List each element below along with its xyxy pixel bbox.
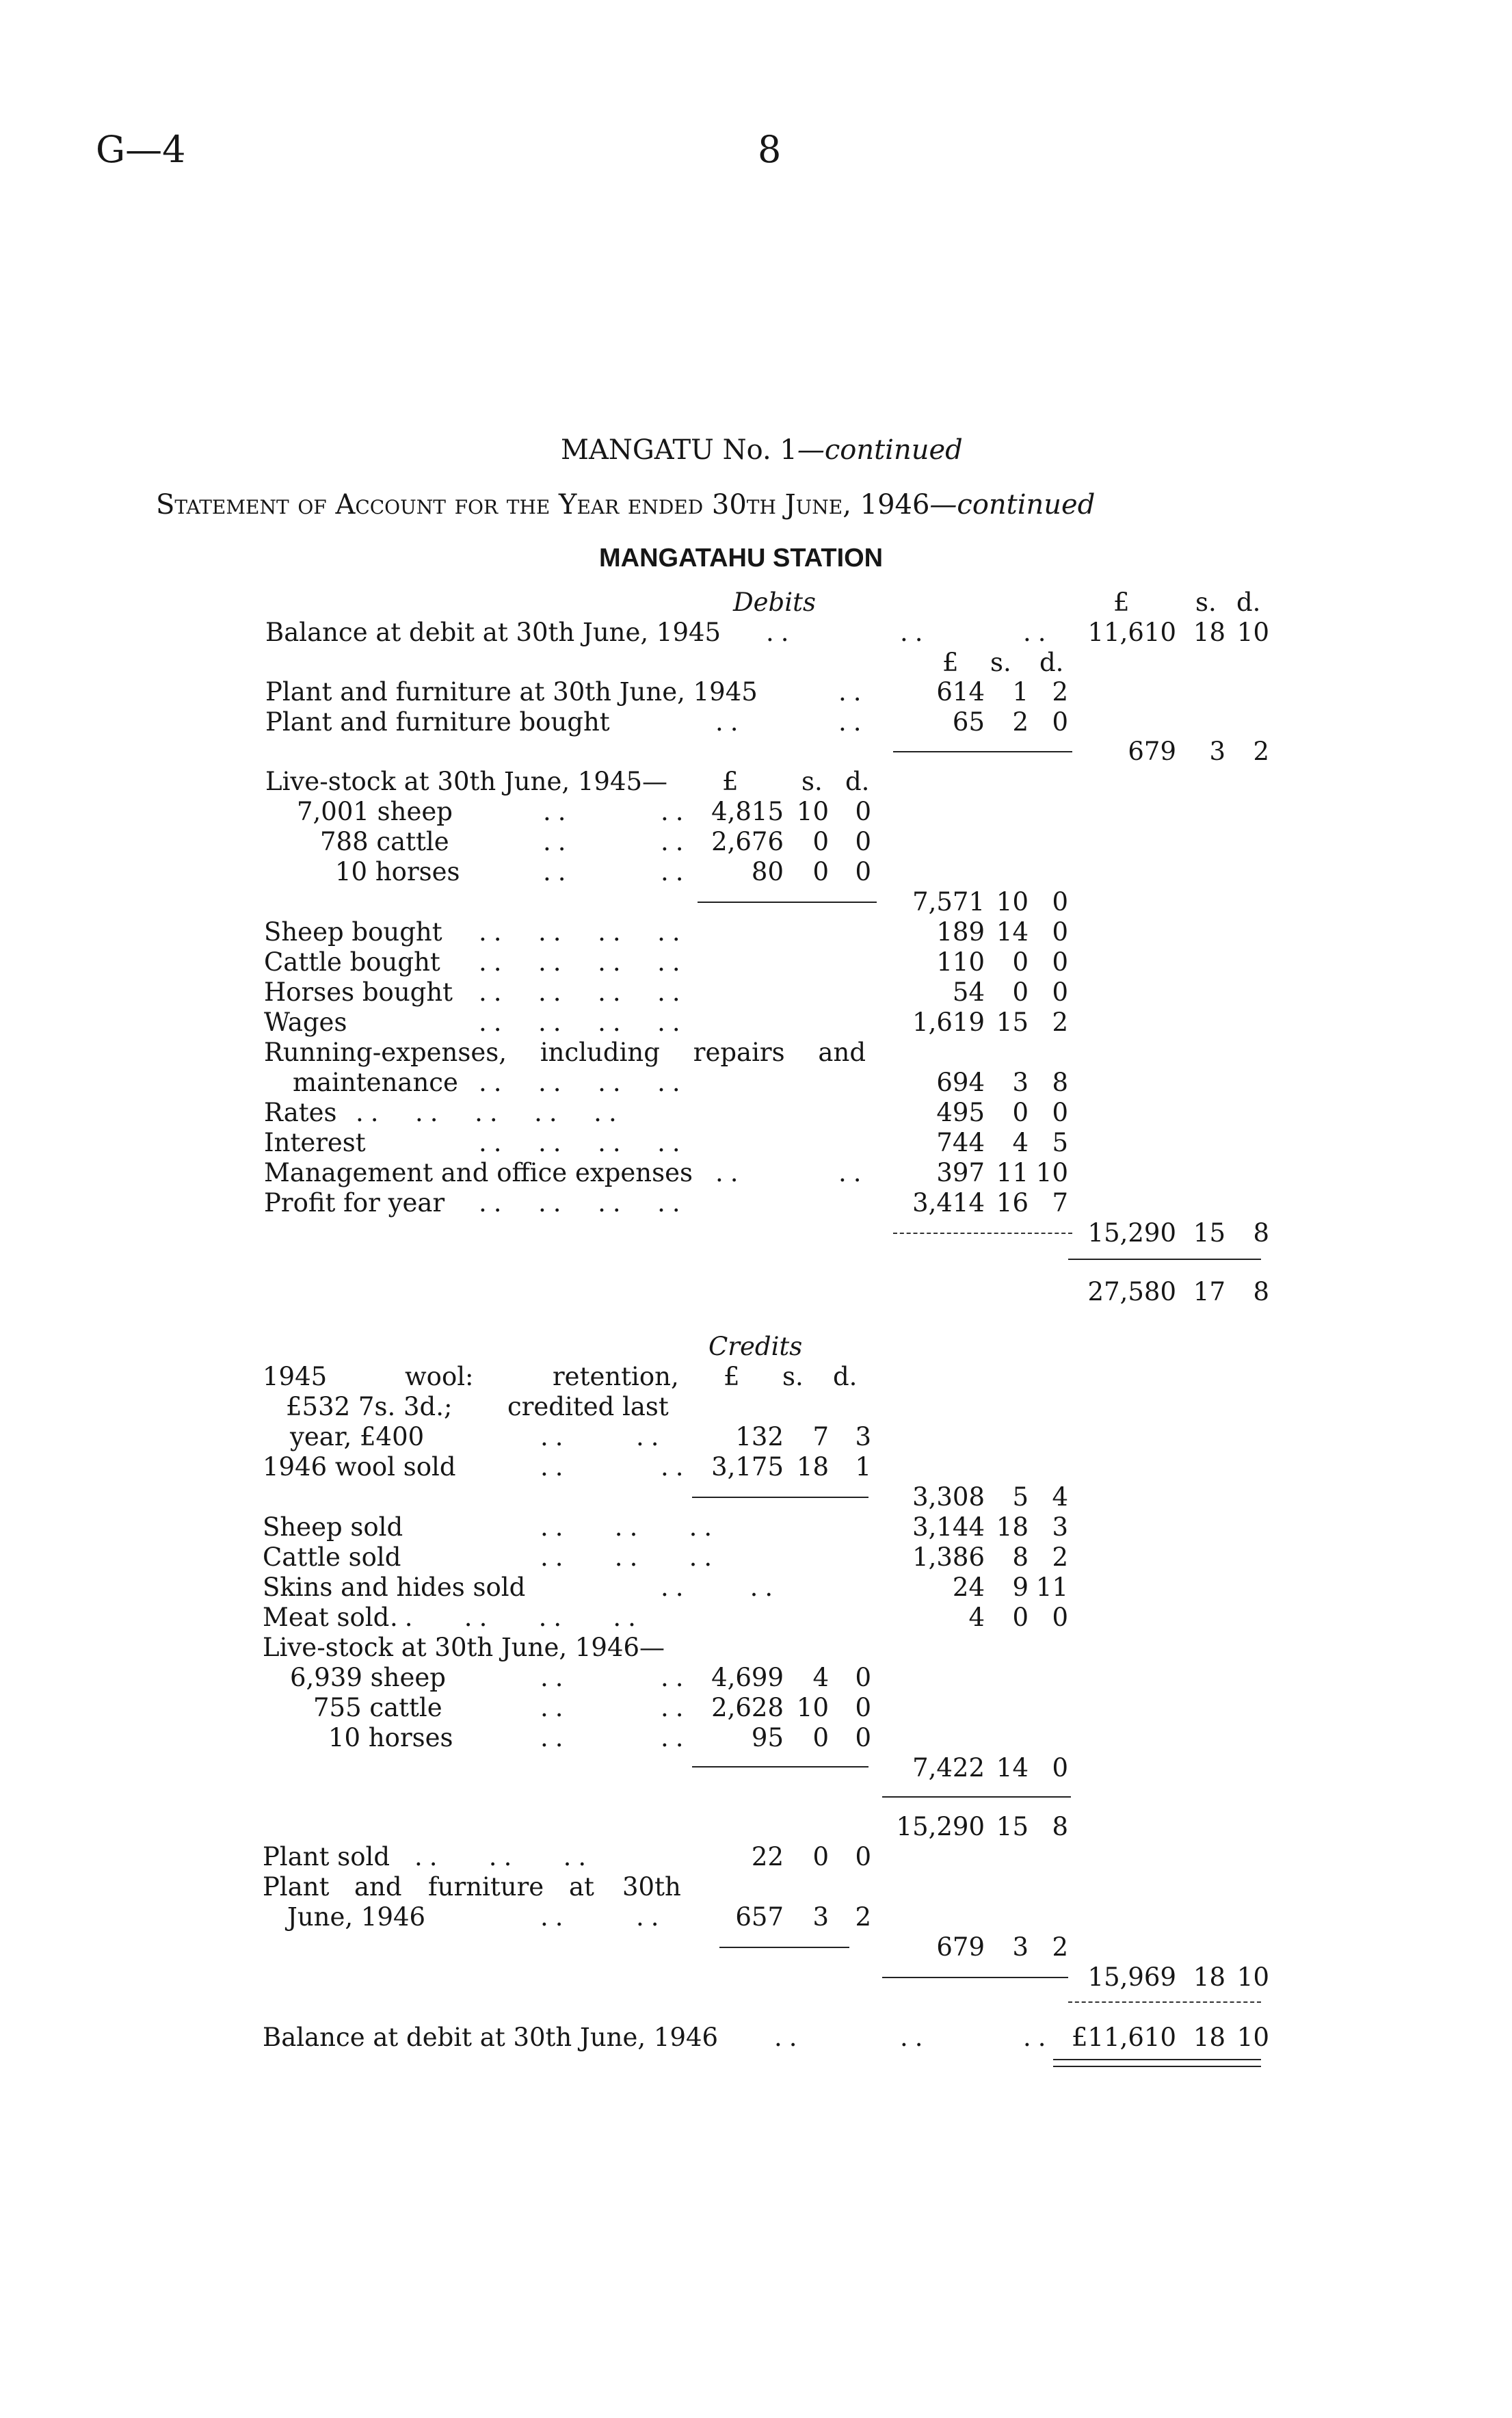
rule: [1068, 1259, 1261, 1260]
leader-dots: ..: [543, 797, 573, 826]
plant-1946-line1b: and: [354, 1872, 402, 1902]
balance-1945-pounds: 11,610: [1087, 618, 1176, 647]
debits-heading: Debits: [733, 588, 816, 617]
plant-1946-shillings: 3: [812, 1902, 829, 1932]
balance-1945-label: Balance at debit at 30th June, 1945: [265, 618, 721, 647]
plant-bought-shillings: 2: [1012, 707, 1029, 737]
balance-1946-label: Balance at debit at 30th June, 1946: [263, 2023, 719, 2052]
plant-1946-line1d: at: [569, 1872, 594, 1902]
plant-bought-label: Plant and furniture bought: [265, 707, 610, 737]
leader-dots: ..: [838, 1158, 868, 1187]
wool-retention-pounds: 132: [735, 1422, 784, 1451]
wages-label: Wages: [264, 1008, 347, 1037]
running-expenses-shillings: 3: [1012, 1068, 1029, 1097]
credits-grand-total-shillings: 18: [1193, 1962, 1225, 1992]
livestock-1946-label: Live-stock at 30th June, 1946—: [263, 1633, 665, 1662]
plant-total-shillings: 3: [1209, 737, 1225, 766]
balance-1945-shillings: 18: [1193, 618, 1225, 647]
livestock-1945-horses-shillings: 0: [812, 857, 829, 886]
livestock-1945-sheep-label: 7,001 sheep: [297, 797, 453, 826]
document-code: G—4: [96, 128, 186, 171]
livestock-pence-header: d.: [845, 767, 870, 796]
credits-subtotal-pounds: 15,290: [896, 1812, 985, 1841]
livestock-1946-horses-pounds: 95: [751, 1723, 784, 1752]
leader-dots: ..: [661, 857, 691, 886]
page-number: 8: [758, 128, 782, 171]
rates-shillings: 0: [1012, 1098, 1029, 1127]
credits-plant-total-pence: 2: [1052, 1932, 1068, 1962]
livestock-1946-total-pounds: 7,422: [912, 1753, 985, 1783]
leader-dots: .. .. .. ..: [479, 917, 687, 947]
leader-dots: ..: [636, 1422, 666, 1451]
debits-total-shillings: 17: [1193, 1277, 1225, 1306]
wool-retention-pence: 3: [855, 1422, 871, 1451]
management-shillings: 11: [996, 1158, 1029, 1187]
wool-retention-shillings: 7: [812, 1422, 829, 1451]
plant-sold-pence: 0: [855, 1842, 871, 1871]
wool-total-shillings: 5: [1012, 1482, 1029, 1512]
livestock-1946-total-pence: 0: [1052, 1753, 1068, 1783]
leader-dots: ..: [540, 1723, 570, 1752]
rule: [692, 1497, 868, 1498]
leader-dots: .. .. .. .. ..: [356, 1098, 624, 1127]
leader-dots: .. .. ..: [540, 1512, 719, 1542]
livestock-1946-cattle-pence: 0: [855, 1693, 871, 1722]
leader-dots: ..: [661, 1663, 691, 1692]
livestock-1945-cattle-label: 788 cattle: [320, 827, 449, 856]
leader-dots: ..: [661, 1452, 691, 1482]
statement-title: [156, 489, 1096, 521]
wool-sold-pounds: 3,175: [711, 1452, 784, 1482]
leader-dots: .. .. .. ..: [479, 977, 687, 1007]
double-rule-bottom: [1053, 2066, 1261, 2067]
balance-1946-pence: 10: [1236, 2023, 1269, 2052]
balance-1945-pence: 10: [1236, 618, 1269, 647]
wool-retention-line3: year, £400: [290, 1422, 425, 1451]
plant-1946-pounds: 657: [735, 1902, 784, 1932]
wool-sold-shillings: 18: [796, 1452, 829, 1482]
meat-sold-pounds: 4: [968, 1603, 985, 1632]
cattle-sold-pounds: 1,386: [912, 1542, 985, 1572]
profit-pence: 7: [1052, 1188, 1068, 1218]
interest-shillings: 4: [1012, 1128, 1029, 1157]
cattle-bought-shillings: 0: [1012, 947, 1029, 977]
wool-retention-line2a: £532 7s. 3d.;: [286, 1392, 453, 1421]
interest-label: Interest: [264, 1128, 366, 1157]
leader-dots: .. .. .. ..: [479, 947, 687, 977]
wool-sold-label: 1946 wool sold: [263, 1452, 456, 1482]
leader-dots: ..: [661, 1723, 691, 1752]
leader-dots: ..: [636, 1902, 666, 1932]
meat-sold-pence: 0: [1052, 1603, 1068, 1632]
statement-title-text: Statement of Account for the Year ended 30th June, 1946: [156, 489, 930, 521]
livestock-1946-horses-shillings: 0: [812, 1723, 829, 1752]
leader-dots: .. .. .. ..: [390, 1603, 643, 1632]
plant-1946-pence: 2: [855, 1902, 871, 1932]
livestock-1946-horses-label: 10 horses: [328, 1723, 453, 1752]
wool-retention-line1b: wool:: [405, 1362, 474, 1391]
balance-1946-shillings: 18: [1193, 2023, 1225, 2052]
wages-shillings: 15: [996, 1008, 1029, 1037]
wool-retention-line2b: credited last: [507, 1392, 669, 1421]
livestock-1945-sheep-shillings: 10: [796, 797, 829, 826]
leader-dots: ..: [1023, 2023, 1053, 2052]
livestock-1946-sheep-pounds: 4,699: [711, 1663, 784, 1692]
livestock-1945-total-pence: 0: [1052, 887, 1068, 917]
plant-pence-header: d.: [1039, 648, 1064, 677]
running-expenses-pence: 8: [1052, 1068, 1068, 1097]
leader-dots: ..: [540, 1422, 570, 1451]
running-expenses-pounds: 694: [936, 1068, 985, 1097]
management-label: Management and office expenses: [264, 1158, 693, 1187]
statement-title-continued: —continued: [929, 489, 1096, 521]
meat-sold-label: Meat sold: [263, 1603, 390, 1632]
livestock-1945-cattle-shillings: 0: [812, 827, 829, 856]
horses-bought-pounds: 54: [952, 977, 985, 1007]
livestock-1945-total-shillings: 10: [996, 887, 1029, 917]
credits-subtotal-shillings: 15: [996, 1812, 1029, 1841]
leader-dots: ..: [715, 1158, 745, 1187]
leader-dots: ..: [661, 827, 691, 856]
profit-shillings: 16: [996, 1188, 1029, 1218]
leader-dots: ..: [766, 618, 796, 647]
report-title: [561, 436, 963, 464]
leader-dots: ..: [900, 2023, 930, 2052]
debits-subtotal-shillings: 15: [1193, 1218, 1225, 1248]
livestock-1946-sheep-pence: 0: [855, 1663, 871, 1692]
plant-1945-shillings: 1: [1012, 677, 1029, 707]
credits-grand-total-pence: 10: [1236, 1962, 1269, 1992]
rule: [692, 1766, 868, 1767]
double-rule-top: [1053, 2059, 1261, 2060]
livestock-1946-horses-pence: 0: [855, 1723, 871, 1752]
plant-sold-shillings: 0: [812, 1842, 829, 1871]
plant-1946-line1a: Plant: [263, 1872, 330, 1902]
credits-plant-total-pounds: 679: [936, 1932, 985, 1962]
credits-plant-total-shillings: 3: [1012, 1932, 1029, 1962]
livestock-1946-total-shillings: 14: [996, 1753, 1029, 1783]
livestock-1945-cattle-pounds: 2,676: [711, 827, 784, 856]
debits-subtotal-pence: 8: [1253, 1218, 1269, 1248]
sheep-sold-label: Sheep sold: [263, 1512, 403, 1542]
cattle-sold-pence: 2: [1052, 1542, 1068, 1572]
livestock-1946-cattle-shillings: 10: [796, 1693, 829, 1722]
leader-dots: .. .. .. ..: [479, 1128, 687, 1157]
plant-bought-pence: 0: [1052, 707, 1068, 737]
rule: [893, 1233, 1072, 1234]
wages-pence: 2: [1052, 1008, 1068, 1037]
horses-bought-shillings: 0: [1012, 977, 1029, 1007]
cattle-sold-label: Cattle sold: [263, 1542, 401, 1572]
debits-pence-header: d.: [1236, 588, 1261, 617]
plant-1945-label: Plant and furniture at 30th June, 1945: [265, 677, 758, 707]
sheep-sold-pounds: 3,144: [912, 1512, 985, 1542]
livestock-1945-sheep-pence: 0: [855, 797, 871, 826]
rule: [893, 751, 1072, 752]
livestock-1945-horses-pounds: 80: [751, 857, 784, 886]
credits-heading: Credits: [708, 1332, 803, 1361]
sheep-bought-pounds: 189: [936, 917, 985, 947]
skins-sold-pounds: 24: [952, 1573, 985, 1602]
management-pence: 10: [1035, 1158, 1068, 1187]
livestock-1945-horses-pence: 0: [855, 857, 871, 886]
plant-bought-pounds: 65: [952, 707, 985, 737]
debits-subtotal-pounds: 15,290: [1087, 1218, 1176, 1248]
meat-sold-shillings: 0: [1012, 1603, 1029, 1632]
leader-dots: ..: [900, 618, 930, 647]
report-title-continued: —continued: [797, 434, 963, 466]
skins-sold-pence: 11: [1035, 1573, 1068, 1602]
leader-dots: .. .. .. ..: [479, 1008, 687, 1037]
debits-total-pence: 8: [1253, 1277, 1269, 1306]
profit-label: Profit for year: [264, 1188, 445, 1218]
livestock-1946-sheep-shillings: 4: [812, 1663, 829, 1692]
management-pounds: 397: [936, 1158, 985, 1187]
livestock-1945-label: Live-stock at 30th June, 1945—: [265, 767, 668, 796]
plant-1946-line1c: furniture: [428, 1872, 544, 1902]
rates-pounds: 495: [936, 1098, 985, 1127]
livestock-1946-cattle-pounds: 2,628: [711, 1693, 784, 1722]
cattle-bought-label: Cattle bought: [264, 947, 440, 977]
profit-pounds: 3,414: [912, 1188, 985, 1218]
report-title-text: MANGATU No. 1: [561, 434, 797, 466]
leader-dots: ..: [540, 1663, 570, 1692]
sheep-bought-label: Sheep bought: [264, 917, 442, 947]
skins-sold-label: Skins and hides sold: [263, 1573, 526, 1602]
interest-pounds: 744: [936, 1128, 985, 1157]
leader-dots: .. .. ..: [414, 1842, 594, 1871]
horses-bought-pence: 0: [1052, 977, 1068, 1007]
credits-subtotal-pence: 8: [1052, 1812, 1068, 1841]
wool-retention-line1a: 1945: [263, 1362, 328, 1391]
leader-dots: .. ..: [661, 1573, 780, 1602]
credits-pound-header: £: [724, 1362, 740, 1391]
running-expenses-label: Running-expenses, including repairs and: [264, 1038, 866, 1067]
livestock-1945-horses-label: 10 horses: [335, 857, 460, 886]
plant-pound-header: £: [942, 648, 959, 677]
leader-dots: ..: [543, 857, 573, 886]
sheep-sold-pence: 3: [1052, 1512, 1068, 1542]
balance-1946-pounds: £11,610: [1071, 2023, 1176, 2052]
sheep-bought-pence: 0: [1052, 917, 1068, 947]
credits-pence-header: d.: [833, 1362, 858, 1391]
leader-dots: ..: [1023, 618, 1053, 647]
rule: [882, 1796, 1071, 1798]
plant-1945-pence: 2: [1052, 677, 1068, 707]
livestock-pound-header: £: [722, 767, 739, 796]
rates-label: Rates: [264, 1098, 337, 1127]
cattle-bought-pounds: 110: [936, 947, 985, 977]
livestock-shilling-header: s.: [801, 767, 823, 796]
plant-sold-label: Plant sold: [263, 1842, 390, 1871]
livestock-1945-total-pounds: 7,571: [912, 887, 985, 917]
leader-dots: ..: [838, 677, 868, 707]
cattle-sold-shillings: 8: [1012, 1542, 1029, 1572]
plant-1946-line1e: 30th: [622, 1872, 681, 1902]
leader-dots: .. .. ..: [540, 1542, 719, 1572]
debits-pound-header: £: [1113, 588, 1130, 617]
sheep-sold-shillings: 18: [996, 1512, 1029, 1542]
livestock-1945-sheep-pounds: 4,815: [711, 797, 784, 826]
rule: [1068, 2001, 1261, 2003]
debits-shilling-header: s.: [1195, 588, 1217, 617]
rates-pence: 0: [1052, 1098, 1068, 1127]
wages-pounds: 1,619: [912, 1008, 985, 1037]
livestock-1945-cattle-pence: 0: [855, 827, 871, 856]
skins-sold-shillings: 9: [1012, 1573, 1029, 1602]
leader-dots: ..: [540, 1452, 570, 1482]
sheep-bought-shillings: 14: [996, 917, 1029, 947]
debits-total-pounds: 27,580: [1087, 1277, 1176, 1306]
wool-total-pence: 4: [1052, 1482, 1068, 1512]
cattle-bought-pence: 0: [1052, 947, 1068, 977]
plant-shilling-header: s.: [990, 648, 1011, 677]
interest-pence: 5: [1052, 1128, 1068, 1157]
wool-sold-pence: 1: [855, 1452, 871, 1482]
leader-dots: ..: [838, 707, 868, 737]
leader-dots: ..: [543, 827, 573, 856]
plant-total-pounds: 679: [1128, 737, 1176, 766]
leader-dots: ..: [661, 797, 691, 826]
wool-retention-line1c: retention,: [553, 1362, 679, 1391]
leader-dots: ..: [540, 1902, 570, 1932]
rule: [882, 1977, 1068, 1978]
credits-grand-total-pounds: 15,969: [1087, 1962, 1176, 1992]
leader-dots: ..: [661, 1693, 691, 1722]
leader-dots: ..: [540, 1693, 570, 1722]
wool-total-pounds: 3,308: [912, 1482, 985, 1512]
plant-1946-line2: June, 1946: [287, 1902, 426, 1932]
horses-bought-label: Horses bought: [264, 977, 453, 1007]
leader-dots: ..: [715, 707, 745, 737]
station-title: MANGATAHU STATION: [599, 544, 884, 573]
running-expenses-label-cont: maintenance: [293, 1068, 458, 1097]
rule: [698, 902, 877, 903]
leader-dots: ..: [774, 2023, 804, 2052]
leader-dots: .. .. .. ..: [479, 1068, 687, 1097]
plant-sold-pounds: 22: [751, 1842, 784, 1871]
leader-dots: .. .. .. ..: [479, 1188, 687, 1218]
livestock-1946-sheep-label: 6,939 sheep: [290, 1663, 446, 1692]
plant-1945-pounds: 614: [936, 677, 985, 707]
rule: [719, 1947, 849, 1948]
credits-shilling-header: s.: [782, 1362, 804, 1391]
plant-total-pence: 2: [1253, 737, 1269, 766]
livestock-1946-cattle-label: 755 cattle: [313, 1693, 442, 1722]
